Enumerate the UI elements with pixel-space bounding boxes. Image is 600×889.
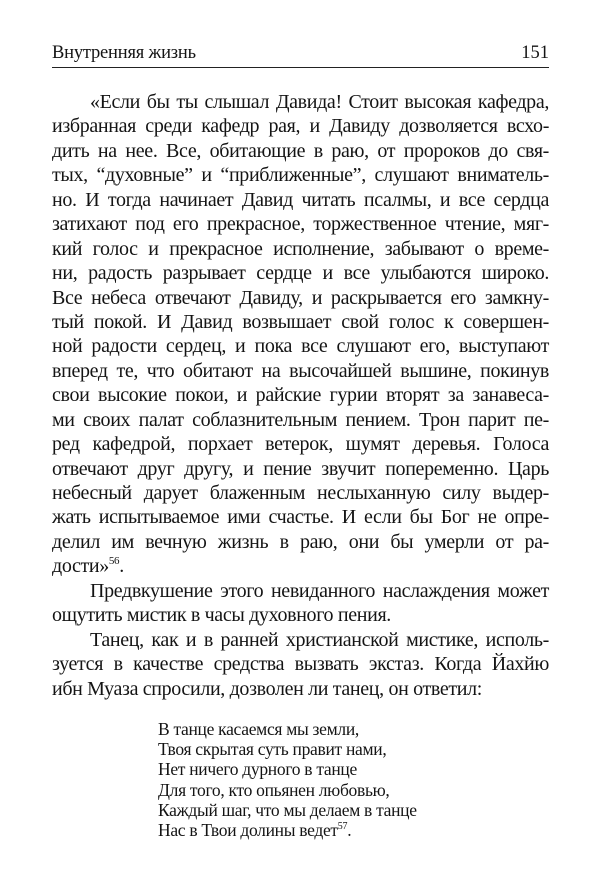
paragraph-dance xyxy=(52,628,549,701)
text-line: ной радости сердец, и пока все слушают его, выступают xyxy=(52,335,549,358)
body-text xyxy=(52,90,549,701)
text-line: отвечают друг другу, и пение звучит попеременно. Царь xyxy=(52,457,549,480)
text-line: ощутить мистик в часы духовного пения. xyxy=(52,604,391,627)
text-line: Предвкушение этого невиданного наслаждения может xyxy=(90,579,549,602)
footnote-ref-57: 57 xyxy=(337,821,348,833)
text-line: дить на нее. Все, обитающие в раю, от пророков до свя- xyxy=(52,139,549,162)
page-header xyxy=(52,41,549,68)
text-line: ред кафедрой, порхает ветерок, шумят деревья. Голоса xyxy=(52,433,549,456)
poem-line: Для того, кто опьянен любовью, xyxy=(158,779,390,800)
footnote-ref-56: 56 xyxy=(108,555,120,568)
text-line: «Если бы ты слышал Давида! Стоит высокая кафедра, xyxy=(90,91,549,113)
text: Нас в Твои долины ведет xyxy=(158,820,338,841)
poem-line-last xyxy=(158,820,417,840)
text-line: зуется в качестве средства вызвать экстаз. Когда Йахйю xyxy=(52,653,549,676)
text-line: кий голос и прекрасное исполнение, забывают о време- xyxy=(52,237,549,260)
poem-line: Каждый шаг, что мы делаем в танце xyxy=(158,799,417,820)
punctuation: . xyxy=(119,555,124,578)
poem-line: Твоя скрытая суть правит нами, xyxy=(158,739,387,760)
text-line-last xyxy=(52,554,549,578)
text-line: жать испытываемое ими счастье. И если бы Бог не опре- xyxy=(52,506,549,529)
text-line: избранная среди кафедр рая, и Давиду дозволяется всхо- xyxy=(52,115,549,138)
text-line: тых, “духовные” и “приближенные”, слушают вниматель- xyxy=(52,164,549,187)
poem-line: В танце касаемся мы земли, xyxy=(158,719,359,739)
paragraph-anticipation xyxy=(52,579,549,628)
text-line: ни, радость разрывает сердце и все улыбаются широко. xyxy=(52,262,549,285)
paragraph-quote xyxy=(52,90,549,579)
text-line: небесный дарует блаженным неслыханную силу выдер- xyxy=(52,482,549,504)
text-line: но. И тогда начинает Давид читать псалмы, и все сердца xyxy=(52,188,549,211)
text-line: ибн Муаза спросили, дозволен ли танец, он ответил: xyxy=(52,677,482,700)
page-number: 151 xyxy=(521,43,549,63)
text-line: вперед те, что обитают на высочайшей вышине, покинув xyxy=(52,359,549,382)
text-line: делил им вечную жизнь в раю, они бы умерли от ра- xyxy=(52,530,549,553)
poem xyxy=(158,719,417,840)
text-line: свои высокие покои, и райские гурии вторят за занавеса- xyxy=(52,384,549,407)
text-line: затихают под его прекрасное, торжественное чтение, мяг- xyxy=(52,213,549,236)
running-title: Внутренняя жизнь xyxy=(52,43,196,63)
punctuation: . xyxy=(347,820,352,841)
text-line: ми своих палат соблазнительным пением. Трон парит пе- xyxy=(52,408,549,431)
text: дости» xyxy=(52,555,109,578)
text-line: Все небеса отвечают Давиду, и раскрывается его замкну- xyxy=(52,286,549,309)
text-line: Танец, как и в ранней христианской мистике, исполь- xyxy=(90,628,549,651)
text-line: тый покой. И Давид возвышает свой голос к совершен- xyxy=(52,310,549,333)
poem-line: Нет ничего дурного в танце xyxy=(158,759,357,780)
